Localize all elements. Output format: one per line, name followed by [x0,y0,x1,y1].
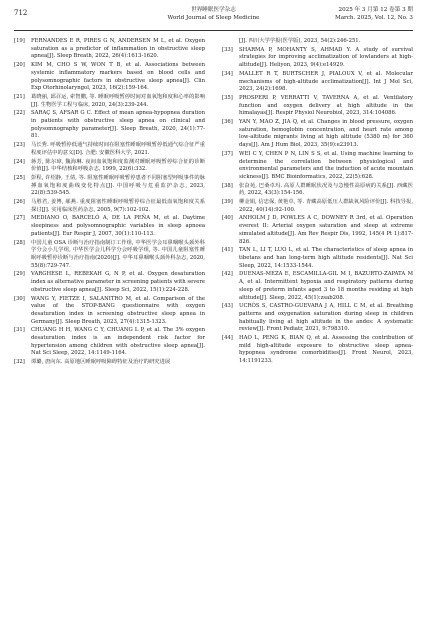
reference-number: [26] [14,199,25,206]
reference-number: [20] [14,62,25,69]
issue-info-cn: 2025 年 3 月第 12 卷第 3 期 [338,7,413,13]
reference-item [222,247,413,270]
reference-number: [36] [222,119,233,126]
reference-text: FERNANDES E R, PIRES G N, ANDERSEN M L, et al. Oxygen saturation as a predictor of inflammation in obstructive sleep apnea[J]. Sleep Breath, 2022, 26(4):1613-1620. [31,38,205,60]
reference-continuation: [J]. 四川大学学报(医学版), 2023, 54(2):246-251. [239,38,361,44]
reference-text: KIM M, CHO S W, WON T B, et al. Associations between systemic inflammatory markers based on blood cells and polysomnographic factors in obstructive sleep apnea[J]. Clin Exp Otorhinolaryngol, 2023, 16(2):159-164. [31,62,205,92]
reference-item [14,110,205,141]
reference-text: SARAÇ S, AFSAR G C. Effect of mean apnea-hypopnea duration in patients with obstructive sleep apnea on clinical and polysomnography parameter[J]. Sleep Breath, 2020, 24(1):77-81. [31,110,205,140]
reference-number: [21] [14,93,25,100]
reference-text: VARGHESE L, REBEKAH G, N P, et al. Oxygen desaturation index as alternative parameter in screening patients with severe obstructive sleep apnea[J]. Sleep Sci, 2022, 15(1):224-228. [31,271,206,293]
reference-text: CHUANG H H, WANG C Y, CHUANG L P, et al. The 3% oxygen desaturation index is an independent risk factor for hypertension among children with obstructive sleep apnea[J]. Nat Sci Sleep, 2022, 14:1149-1164. [31,327,205,357]
reference-item [14,159,205,174]
reference-item [14,38,205,61]
reference-text: 蒋芳, 陈尔璋, 魏海琳. 夜间血氧饱和度监测对睡眠呼吸暂停综合征的诊断价值[J]. 中华结核和呼吸杂志, 1999, 22(6):332. [31,158,205,173]
reference-item [222,335,413,366]
reference-number: [44] [222,335,233,342]
reference-number: [23] [14,142,25,149]
reference-item [14,94,205,109]
journal-title-en: World Journal of Sleep Medicine [167,15,260,22]
reference-text: MEDIANO O, BARCELÓ A, DE LA PEÑA M, et al. Daytime sleepiness and polysomnographic variables in sleep apnoea patients[J]. Eur Respir J, 2007, 30(1):110-113. [31,215,205,237]
reference-item [14,296,205,327]
reference-text: DUENAS-MEZA E, ESCAMILLA-GIL M I, BAZURTO-ZAPATA M A, et al. Intermittent hypoxia and respiratory patterns during sleep of preterm infants aged 3 to 18 months residing at high altitude[J]. Sleep, 2022, 45(1):zsab208. [239,271,413,301]
reference-number: [43] [222,303,233,310]
reference-text: SHARMA P, MOHANTY S, AHMAD Y. A study of survival strategies for improving acclimatization of lowlanders at high-altitude[J]. Heliyon, 2023, 9(4):e14929. [239,46,413,69]
page-number: 712 [14,9,28,17]
reference-item [14,359,205,367]
reference-columns [14,38,413,368]
issue-info-en: March. 2025, Vol. 12, No. 3 [334,15,413,22]
reference-item [14,175,205,198]
reference-text: TAN L, LI T, LUO L, et al. The characteristics of sleep apnea in tibetans and han long-term high altitude residents[J]. Nat Sci Sleep, 2022, 14:1533-1544. [239,247,413,269]
reference-text: 中国儿童 OSA 诊断与治疗指南制订工作组, 中华医学会耳鼻咽喉头颈外科学分会小儿学组, 中华医学会儿科学分会呼吸学组, 等. 中国儿童阻塞性睡眠呼吸暂停诊断与治疗指南(2020)[J]. 中华耳鼻咽喉头颈外科杂志, 2020, 55(8):729-747. [31,239,205,269]
reference-item [14,215,205,238]
reference-text: MALLET R T, BURTSCHER J, PIALOUX V, et al. Molecular mechanisms of high-altitude acclimatization[J]. Int J Mol Sci, 2023, 24(2):1698. [239,70,413,93]
reference-item [222,47,413,70]
reference-item [14,240,205,271]
reference-number: [30] [14,295,25,302]
reference-item [222,151,413,182]
right-column [222,38,413,368]
reference-text: 葛晓丽, 邱召运, 索智鹏, 等. 睡眠呼吸暂停时间对血氧饱和度和心率的影响[J]. 生物医学工程与临床, 2020, 24(3):239-244. [31,93,205,108]
journal-title-cn: 世界睡眠医学杂志 [191,7,236,13]
reference-text: UCRÓS S, CASTRO-GUEVARA J A, HILL C M, et al. Breathing patterns and oxygenation saturation during sleep in children habitually living at high altitude in the andes: A systematic review[J]. Front Pediatr, 2021, 9:798310. [239,303,413,333]
reference-text: WANG Y, FIETZE I, SALANITRO M, et al. Comparison of the value of the STOP-BANG questionnaire with oxygen desaturation index in screening obstructive sleep apnea in Germany[J]. Sleep Breath, 2023, 27(4):1315-1323. [31,295,205,325]
reference-number: [32] [14,359,25,366]
reference-number: [27] [14,215,25,222]
reference-number: [34] [222,70,233,77]
reference-item [222,183,413,198]
reference-number: [37] [222,150,233,157]
reference-text: 张奋苑, 巴桑卓玛. 高原人群睡眠状况及与急慢性高原病的关系[J]. 西藏医药, 2022, 43(3):154-156. [239,182,413,197]
reference-number: [24] [14,158,25,165]
reference-number: [22] [14,110,25,117]
reference-number: [19] [14,38,25,44]
reference-number: [42] [222,271,233,278]
reference-number: [25] [14,174,25,181]
reference-text: HAO L, PENG K, BIAN Q, et al. Assessing the contribution of mild high-altitude exposure to obstructive sleep apnea-hypopnea syndrome comorbidities[J]. Front Neurol, 2023, 14:1191233. [239,335,413,365]
reference-text: 马长秀. 呼吸暂停低通气持续时间在阻塞性睡眠呼吸暂停低通气综合征严重程度评估中的意义[D]. 合肥: 安徽医科大学, 2021. [31,142,205,156]
reference-text: PROSPERI P, VERRATTI V, TAVERNA A, et al. Ventilatory function and oxygen delivery at high altitude in the himalayas[J]. Respir Physiol Neurobiol, 2023, 314:104086. [239,94,413,117]
reference-number: [33] [222,46,233,53]
reference-item [14,327,205,358]
reference-item [222,95,413,118]
reference-item [14,271,205,294]
reference-text: 谭璐, 唐向东. 高原地区睡眠呼吸障碍特征及治疗的研究进展 [31,359,171,366]
reference-item [222,303,413,334]
reference-number: [29] [14,271,25,278]
reference-number: [38] [222,182,233,189]
reference-text: YAN Y, MAO Z, JIA Q, et al. Changes in blood pressure, oxygen saturation, hemoglobin concentration, and heart rate among low-altitude migrants living at high altitude (5380 m) for 360 days[J]. Am J Hum Biol, 2023, 35(9):e23913. [239,119,413,149]
page-header [14,6,413,31]
issue-info [335,6,413,22]
reference-item [14,199,205,214]
reference-text: 马胜君, 姜博, 郝燕. 重度阻塞性睡眠呼吸暂停综合征最低血氧饱和度关系探讨[J]. 实用临床医药杂志, 2005, 9(7):102-102. [31,199,205,213]
reference-number: [40] [222,215,233,222]
reference-item [222,199,413,214]
reference-number: [28] [14,239,25,246]
reference-item [222,271,413,302]
reference-number: [31] [14,327,25,334]
reference-item [14,62,205,93]
reference-text: 柳金娟, 信忠保, 黄艳卓, 等. 青藏高原低压人群缺氧风险评价[J]. 科技导报, 2022, 40(14):92-100. [239,199,413,213]
reference-text: ANHOLM J D, POWLES A C, DOWNEY R 3rd, et al. Operation everest II: Arterial oxygen saturation and sleep at extreme simulated altitude[J]. Am Rev Respir Dis, 1992, 145(4 Pt 1):817-826. [239,215,413,245]
left-column [14,38,205,368]
reference-item [222,71,413,94]
reference-item [222,119,413,150]
reference-text: WEI C Y, CHEN P N, LIN S S, et al. Using machine learning to determine the correlation between physiological and environmental parameters and the induction of acute mountain sickness[J]. BMC Bioinformatics, 2022, 22(5):628. [239,150,413,180]
reference-text: 彭程, 许绍静, 王倩, 等. 阻塞性睡眠呼吸暂停患者不同阻塞型呼吸事件的脉搏血氧饱和度曲线变化特点[J]. 中国呼吸与危重监护杂志, 2023, 22(8):539-545. [31,174,205,197]
reference-item [14,142,205,157]
reference-number: [39] [222,199,233,206]
reference-item [222,215,413,246]
reference-number: [35] [222,94,233,101]
reference-number: [41] [222,247,233,254]
